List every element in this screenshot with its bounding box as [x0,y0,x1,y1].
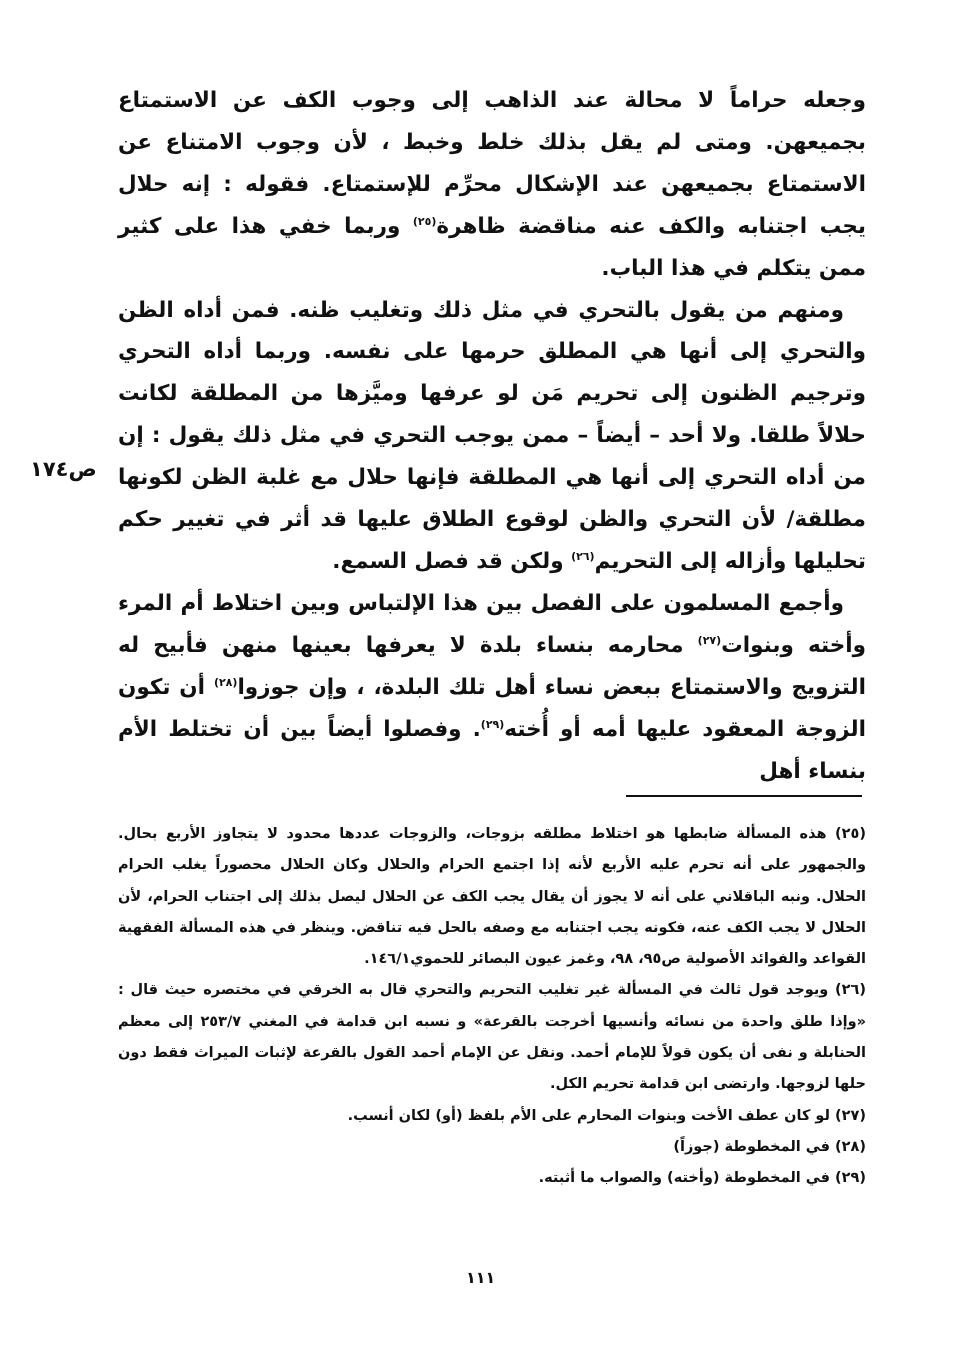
footnote-ref: (٢٨) [213,675,238,689]
footnote-ref: (٢٦) [571,549,595,563]
paragraph-text: وجعله حراماً لا محالة عند الذاهب إلى وجوب الكف عن الاستمتاع بجميعهن. ومتى لم يقل بذلك خلط وخبط ، لأن وجوب الامتناع عن الاستمتاع بجميعهن عند الإشكال محرِّم للإستمتاع. فقوله : إنه حلال يجب اجتنابه والكف عنه مناقضة ظاهرة [118,88,866,239]
footnotes [118,819,866,1195]
page-number: ١١١ [466,1268,496,1287]
footnote: (٢٩) في المخطوطة (وأخته) والصواب ما أثبته. [538,1170,866,1187]
paragraph-text: وأجمع المسلمون على الفصل بين هذا الإلتباس وبين اختلاط أم المرء وأخته وبنوات [118,590,866,658]
paragraph-text: ومنهم من يقول بالتحري في مثل ذلك وتغليب ظنه. فمن أداه الظن والتحري إلى أنها هي المطلق حرمها على نفسه. وربما أداه التحري وترجيم الظنون إلى تحريم مَن لو عرفها وميَّزها من المطلقة لكانت حلالاً طلقا. ولا أحد – أيضاً – ممن يوجب التحري في مثل ذلك يقول : إن من أداه التحري إلى أنها هي المطلقة فإنها حلال مع غلبة الظن لكونها مطلقة/ لأن التحري والظن لوقوع الطلاق عليها قد أثر في تغيير حكم تحليلها وأزاله إلى التحريم [118,297,866,574]
paragraph [118,583,866,793]
footnote: (٢٥) هذه المسألة ضابطها هو اختلاط مطلقه بزوجات، والزوجات عددها محدود لا يتجاوز الأربع بحال. والجمهور على أنه تحرم عليه الأربع لأنه إذا اجتمع الحرام والحلال وكان الحلال محصوراً يغلب الحرام الحلال. ونبه الباقلاني على أنه لا يجوز أن يقال يجب الكف عن الحلال ليصل بذلك إلى اجتناب الحرام، لأن الحلال لا يجب الكف عنه، فكونه يجب اجتنابه مع وصفه بالحل فيه تناقض. وينظر في هذه المسألة الفقهية القواعد والفوائد الأصولية ص٩٥، ٩٨، وغمز عيون البصائر للحموي١٤٦/١. [118,826,866,968]
paragraph-text: وربما خفي هذا على كثير ممن يتكلم في هذا الباب. [118,213,866,281]
footnote-ref: (٢٧) [697,633,722,647]
paragraph-text: . وفصلوا أيضاً بين أن تختلط الأم بنساء أهل [118,716,866,784]
footnote: (٢٧) لو كان عطف الأخت وبنوات المحارم على الأم بلفظ (أو) لكان أنسب. [347,1107,866,1124]
footnote: (٢٦) ويوجد قول ثالث في المسألة غير تغليب التحريم والتحري قال به الخرقي في مختصره حيث قال : «وإذا طلق واحدة من نسائه وأنسيها أخرجت بالقرعة» و نسبه ابن قدامة في المغني ٢٥٣/٧ إلى معظم الحنابلة و نفى أن يكون قولاً للإمام أحمد. ونقل عن الإمام أحمد القول بالقرعة لإثبات الميراث فقط دون حلها لزوجها. وارتضى ابن قدامة تحريم الكل. [118,982,866,1093]
footnote-divider [626,795,862,797]
paragraph-text: أن تكون الزوجة المعقود عليها أمه أو أُخته [118,674,866,742]
footnote-ref: (٢٥) [412,214,437,228]
paragraph [118,290,866,583]
paragraph [118,80,866,290]
manuscript-page-marker: ص١٧٤ [30,457,97,481]
footnote-ref: (٢٩) [480,717,505,731]
footnote: (٢٨) في المخطوطة (جوزاً) [673,1138,866,1155]
paragraph-text: محارمه بنساء بلدة لا يعرفها بعينها منهن فأبيح له التزويج والاستمتاع ببعض نساء أهل تلك البلدة، ، وإن جوزوا [118,632,866,700]
main-text [118,80,866,792]
paragraph-text: ولكن قد فصل السمع. [332,548,572,574]
